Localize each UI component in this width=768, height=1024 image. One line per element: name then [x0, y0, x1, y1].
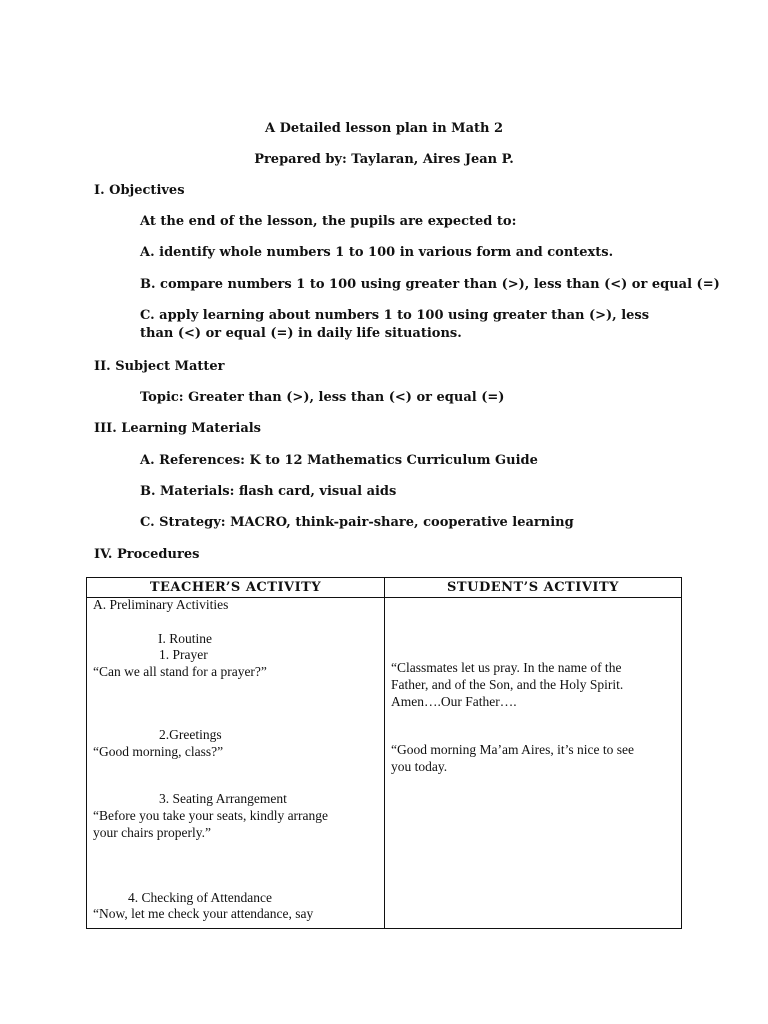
teacher-seating-line1: “Before you take your seats, kindly arrange [93, 808, 329, 823]
student-prayer-line1: “Classmates let us pray. In the name of the [391, 660, 622, 675]
prepared-by: Prepared by: Taylaran, Aires Jean P. [254, 152, 514, 167]
materials-strategy: C. Strategy: MACRO, think-pair-share, cooperative learning [140, 515, 574, 530]
materials-list: B. Materials: flash card, visual aids [140, 484, 397, 499]
objective-item-c: C. apply learning about numbers 1 to 100 using greater than (>), less than (<) or equal (=) in daily life situations. [140, 308, 650, 341]
column-divider [384, 578, 385, 928]
objectives-intro: At the end of the lesson, the pupils are expected to: [140, 214, 517, 229]
teacher-greetings-question: “Good morning, class?” [93, 744, 224, 759]
teacher-preliminary: A. Preliminary Activities [93, 597, 229, 612]
teacher-routine: I. Routine [158, 631, 212, 646]
teacher-prayer: 1. Prayer [159, 647, 208, 662]
document-title: A Detailed lesson plan in Math 2 [264, 121, 504, 136]
objective-item-b: B. compare numbers 1 to 100 using greater than (>), less than (<) or equal (=) [140, 277, 720, 292]
teacher-prayer-question: “Can we all stand for a prayer?” [93, 664, 267, 679]
student-greeting-line2: you today. [391, 759, 448, 774]
materials-references: A. References: K to 12 Mathematics Curriculum Guide [140, 453, 538, 468]
student-prayer-line3: Amen….Our Father…. [391, 694, 517, 709]
teacher-attendance: 4. Checking of Attendance [128, 890, 272, 905]
teacher-attendance-line: “Now, let me check your attendance, say [93, 906, 314, 921]
procedures-table [86, 577, 682, 929]
teacher-activity-header: TEACHER’S ACTIVITY [149, 580, 322, 595]
objective-item-a: A. identify whole numbers 1 to 100 in various form and contexts. [140, 245, 614, 260]
student-prayer-line2: Father, and of the Son, and the Holy Spirit. [391, 677, 624, 692]
subject-topic: Topic: Greater than (>), less than (<) or equal (=) [140, 390, 505, 405]
objectives-heading: I. Objectives [94, 183, 185, 198]
teacher-seating-line2: your chairs properly.” [93, 825, 211, 840]
teacher-greetings: 2.Greetings [159, 727, 222, 742]
subject-matter-heading: II. Subject Matter [94, 359, 225, 374]
learning-materials-heading: III. Learning Materials [94, 421, 261, 436]
teacher-seating: 3. Seating Arrangement [159, 791, 287, 806]
student-greeting-line1: “Good morning Ma’am Aires, it’s nice to see [391, 742, 634, 757]
procedures-heading: IV. Procedures [94, 547, 200, 562]
student-activity-header: STUDENT’S ACTIVITY [447, 580, 619, 595]
